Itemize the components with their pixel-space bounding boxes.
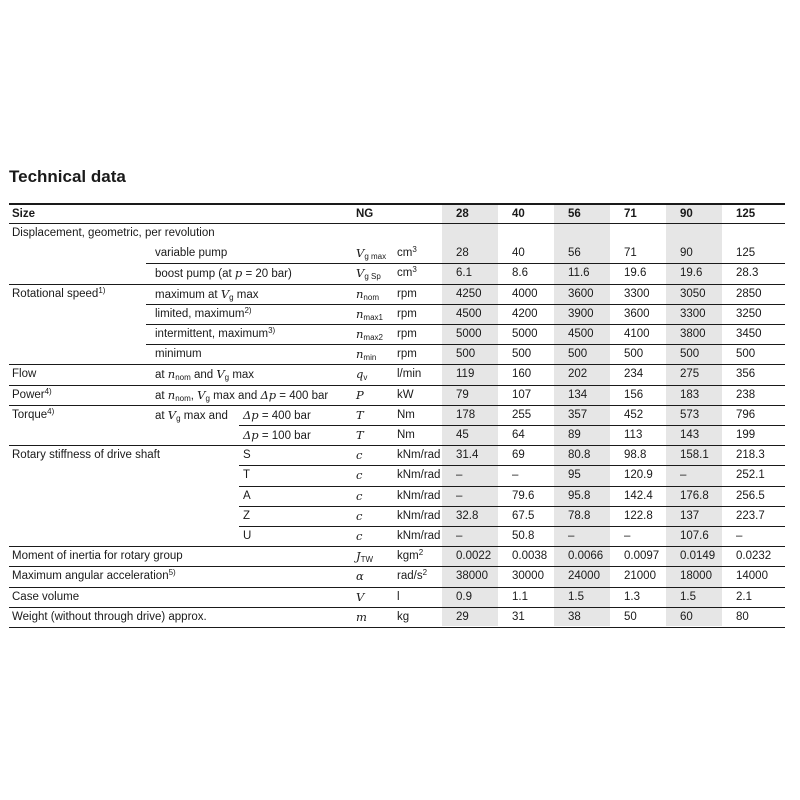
row-value: 122.8 <box>624 509 653 522</box>
header-top-rule <box>9 203 785 205</box>
row-value: 3600 <box>568 287 594 300</box>
header-size-71: 71 <box>624 208 637 220</box>
row-value: 275 <box>680 368 700 381</box>
header-size-90: 90 <box>680 208 693 220</box>
row-value: 107 <box>512 388 532 401</box>
row-group-label: Rotary stiffness of drive shaft <box>12 449 161 462</box>
row-value: 3300 <box>680 307 706 320</box>
row-value: 2850 <box>736 287 762 300</box>
row-value: 4250 <box>456 287 482 300</box>
row-value: 32.8 <box>456 509 479 522</box>
row-value: 4200 <box>512 307 538 320</box>
row-divider <box>9 627 785 628</box>
row-sub2-label: Δp = 100 bar <box>243 428 311 442</box>
row-value: 4500 <box>456 307 482 320</box>
row-value: 238 <box>736 388 756 401</box>
row-value: 50.8 <box>512 530 535 542</box>
row-sub-label: minimum <box>155 348 202 361</box>
row-value: 28.3 <box>736 267 759 280</box>
row-value: – <box>736 530 743 542</box>
row-unit: l/min <box>397 368 422 381</box>
row-sub-label: boost pump (at p = 20 bar) <box>155 266 292 281</box>
row-value: 5000 <box>512 328 538 340</box>
row-sub-label: limited, maximum$^{2)}$ <box>155 305 252 320</box>
row-value: 158.1 <box>680 449 709 462</box>
row-value: 31 <box>512 610 525 623</box>
row-group-label: Flow <box>12 368 37 381</box>
row-unit: rpm <box>397 348 417 361</box>
header-size-40: 40 <box>512 208 525 220</box>
row-unit: Nm <box>397 429 415 441</box>
row-value: 573 <box>680 408 700 421</box>
row-unit: rpm <box>397 287 417 300</box>
row-value: 218.3 <box>736 449 765 462</box>
row-value: – <box>680 469 687 482</box>
row-value: 3050 <box>680 287 706 300</box>
header-ng: NG <box>356 208 374 220</box>
row-value: 252.1 <box>736 469 765 482</box>
row-symbol: m <box>356 609 367 624</box>
row-value: 256.5 <box>736 489 765 502</box>
row-symbol: c <box>356 508 363 523</box>
row-value: 357 <box>568 408 588 421</box>
row-sub-label: at $n_{nom}$ and $V_g$ max <box>155 367 255 383</box>
row-symbol: $n_{min}$ <box>356 347 377 363</box>
row-value: 31.4 <box>456 449 479 462</box>
row-value: 30000 <box>512 570 544 583</box>
row-value: 95 <box>568 469 581 482</box>
row-value: 234 <box>624 368 644 381</box>
row-value: 0.0066 <box>568 550 604 563</box>
row-value: – <box>456 530 463 542</box>
row-sub2-label: T <box>243 469 251 482</box>
row-value: 452 <box>624 408 644 421</box>
row-value: 143 <box>680 429 700 441</box>
row-value: 3600 <box>624 307 650 320</box>
row-value: 356 <box>736 368 756 381</box>
row-value: – <box>624 530 631 542</box>
row-value: 107.6 <box>680 530 709 542</box>
row-value: 125 <box>736 247 756 260</box>
row-value: 255 <box>512 408 532 421</box>
row-value: 80.8 <box>568 449 591 462</box>
row-value: 28 <box>456 247 469 260</box>
row-sub2-label: U <box>243 530 252 542</box>
row-unit: rpm <box>397 328 417 340</box>
row-value: 500 <box>456 348 476 361</box>
row-group-label: Power$^{4)}$ <box>12 386 52 401</box>
row-value: 3800 <box>680 328 706 340</box>
row-unit: $cm^3$ <box>397 265 417 280</box>
row-sub2-label: A <box>243 489 251 502</box>
row-group-label: Weight (without through drive) approx. <box>12 610 207 623</box>
row-value: 1.3 <box>624 590 640 603</box>
row-sub-label: variable pump <box>155 247 228 260</box>
row-unit: rad/$s^2$ <box>397 568 428 583</box>
row-value: 202 <box>568 368 588 381</box>
row-unit: kNm/rad <box>397 509 441 522</box>
row-symbol: V <box>356 589 365 604</box>
row-symbol: c <box>356 529 363 543</box>
row-value: 2.1 <box>736 590 752 603</box>
row-sub2-label: Δp = 400 bar <box>243 407 311 422</box>
page-title: Technical data <box>9 167 126 186</box>
row-value: 19.6 <box>624 267 647 280</box>
row-value: 0.0097 <box>624 550 660 563</box>
row-value: 40 <box>512 247 525 260</box>
row-sub2-label: S <box>243 449 251 462</box>
row-value: 119 <box>456 368 475 381</box>
row-value: 3300 <box>624 287 650 300</box>
row-sub-label: at $V_g$ max and <box>155 407 228 423</box>
row-value: 18000 <box>680 570 712 583</box>
row-value: 500 <box>736 348 756 361</box>
row-value: 67.5 <box>512 509 535 522</box>
row-value: 38000 <box>456 570 488 583</box>
row-value: 89 <box>568 429 581 441</box>
row-unit: Nm <box>397 408 415 421</box>
row-unit: kg <box>397 610 410 623</box>
row-sub-label: maximum at $V_g$ max <box>155 286 259 302</box>
row-value: 56 <box>568 247 581 260</box>
row-value: 69 <box>512 449 525 462</box>
row-value: 160 <box>512 368 532 381</box>
row-unit: kW <box>397 388 414 401</box>
header-size-28: 28 <box>456 208 469 220</box>
row-unit: rpm <box>397 307 417 320</box>
row-value: 0.0232 <box>736 550 772 563</box>
row-value: 500 <box>512 348 532 361</box>
row-value: 78.8 <box>568 509 591 522</box>
row-value: 90 <box>680 247 693 260</box>
row-value: 1.5 <box>680 590 696 603</box>
row-symbol: c <box>356 488 363 503</box>
row-value: 50 <box>624 610 637 623</box>
row-unit: kgm$^2$ <box>397 548 424 563</box>
row-value: 38 <box>568 610 581 623</box>
row-value: 796 <box>736 408 756 421</box>
row-group-label: Displacement, geometric, per revolution <box>12 227 215 239</box>
row-value: 71 <box>624 247 637 260</box>
row-value: 4000 <box>512 287 538 300</box>
row-sub2-label: Z <box>243 509 251 522</box>
row-group-label: Maximum angular acceleration$^{5)}$ <box>12 568 176 583</box>
row-value: 11.6 <box>568 267 590 280</box>
row-sub-label: intermittent, maximum$^{3)}$ <box>155 326 276 340</box>
row-value: 3900 <box>568 307 594 320</box>
row-value: 1.5 <box>568 590 584 603</box>
row-value: 1.1 <box>512 590 528 603</box>
row-unit: kNm/rad <box>397 530 441 542</box>
row-value: 3450 <box>736 328 762 340</box>
row-value: 4500 <box>568 328 594 340</box>
row-value: – <box>456 489 463 502</box>
row-value: 0.0022 <box>456 550 492 563</box>
header-size-56: 56 <box>568 208 581 220</box>
row-value: 0.0149 <box>680 550 716 563</box>
row-value: 500 <box>680 348 700 361</box>
row-symbol: $n_{max1}$ <box>356 306 383 322</box>
row-unit: l <box>397 590 400 603</box>
row-value: 500 <box>568 348 588 361</box>
header-size-125: 125 <box>736 208 756 220</box>
row-value: 21000 <box>624 570 656 583</box>
row-value: 79 <box>456 388 469 401</box>
row-value: 5000 <box>456 328 482 340</box>
row-value: 178 <box>456 408 476 421</box>
row-value: 199 <box>736 429 756 441</box>
row-value: 6.1 <box>456 267 472 280</box>
row-sub-label: at $n_{nom}$, $V_g$ max and Δp = 400 bar <box>155 387 329 403</box>
row-value: 24000 <box>568 570 600 583</box>
row-value: 45 <box>456 429 469 441</box>
row-value: 223.7 <box>736 509 765 522</box>
row-value: – <box>456 469 463 482</box>
row-value: 0.0038 <box>512 550 548 563</box>
row-value: 3250 <box>736 307 762 320</box>
row-value: 64 <box>512 429 525 441</box>
row-value: 142.4 <box>624 489 653 502</box>
row-value: 183 <box>680 388 700 401</box>
row-unit: kNm/rad <box>397 449 441 462</box>
row-unit: kNm/rad <box>397 489 441 502</box>
row-symbol: $n_{max2}$ <box>356 327 383 342</box>
row-symbol: $V_{g Sp}$ <box>356 266 381 282</box>
row-value: 120.9 <box>624 469 653 482</box>
row-value: – <box>568 530 575 542</box>
row-symbol: T <box>356 428 364 442</box>
row-value: 134 <box>568 388 588 401</box>
row-value: 156 <box>624 388 644 401</box>
row-symbol: $n_{nom}$ <box>356 286 379 302</box>
row-group-label: Rotational speed$^{1)}$ <box>12 285 106 300</box>
row-symbol: $J_{TW}$ <box>356 549 374 565</box>
row-value: 4100 <box>624 328 650 340</box>
row-unit: $cm^3$ <box>397 245 417 260</box>
row-symbol: $q_v$ <box>356 367 368 383</box>
row-value: 500 <box>624 348 644 361</box>
row-value: 98.8 <box>624 449 647 462</box>
row-unit: kNm/rad <box>397 469 441 482</box>
row-symbol: c <box>356 448 363 463</box>
row-value: 137 <box>680 509 700 522</box>
header-size: Size <box>12 208 36 220</box>
row-value: 176.8 <box>680 489 709 502</box>
row-symbol: P <box>356 387 364 402</box>
row-value: 19.6 <box>680 267 703 280</box>
row-group-label: Torque$^{4)}$ <box>12 406 55 421</box>
row-value: 113 <box>624 429 643 441</box>
row-group-label: Moment of inertia for rotary group <box>12 550 183 563</box>
row-value: 95.8 <box>568 489 591 502</box>
row-symbol: T <box>356 407 364 422</box>
row-value: 60 <box>680 610 693 623</box>
row-value: 29 <box>456 610 469 623</box>
row-value: 79.6 <box>512 489 535 502</box>
row-symbol: $V_{g max}$ <box>356 246 387 262</box>
row-value: 14000 <box>736 570 768 583</box>
row-value: – <box>512 469 519 482</box>
row-value: 0.9 <box>456 590 472 603</box>
row-symbol: c <box>356 468 363 483</box>
row-symbol: α <box>356 569 364 584</box>
row-group-label: Case volume <box>12 590 80 603</box>
row-value: 8.6 <box>512 267 528 280</box>
row-value: 80 <box>736 610 749 623</box>
